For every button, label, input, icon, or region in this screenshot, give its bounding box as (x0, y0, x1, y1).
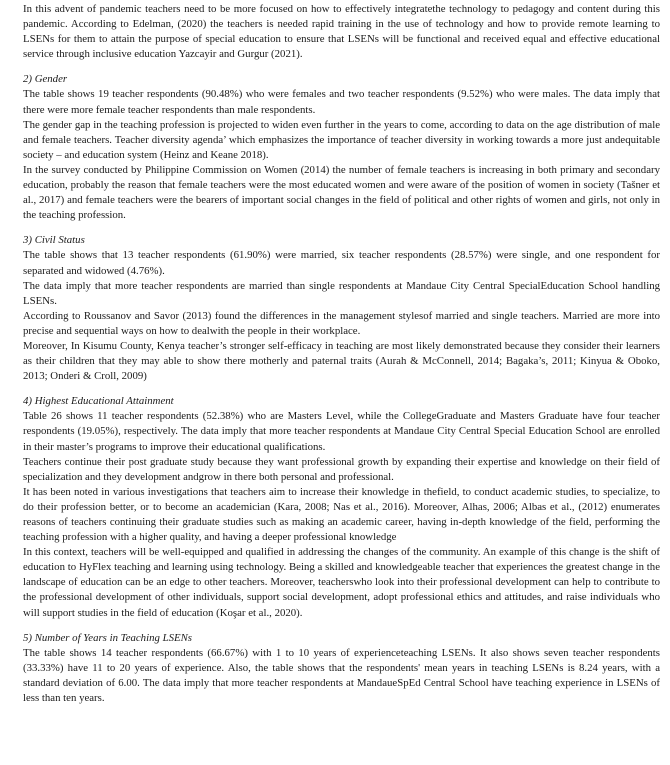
gender-section (23, 72, 660, 223)
body-paragraph: It has been noted in various investigations that teachers aim to increase their knowledge in thefield, to conduct academic studies, to specialize, to do their profession better, or to become an academician (Kara, 2008; Nas et al., 2016). Moreover, Alhas, 2006; Albas et al., (2012) enumerates reasons of teachers continuing their graduate studies such as making an academic career, having in-depth knowledge of the field, performing the teaching profession with a higher quality, and having a deeper professional knowledge (23, 485, 660, 544)
body-paragraph: The table shows 19 teacher respondents (90.48%) who were females and two teacher respondents (9.52%) who were males. The data imply that there were more female teacher respondents than male respondents. (23, 88, 660, 116)
body-paragraph: In this context, teachers will be well-equipped and qualified in addressing the changes of the community. An example of this change is the shift of education to HyFlex teaching and learning using technology. Being a skilled and knowledgeable teacher that experiences the greatest change in the landscape of education can be an edge to other teachers. Moreover, teacherswho look into their professional development can help to contribute to the professional development of other individuals, support social development, adopt professional ethics and attitudes, and raise individuals who will support studies in the field of education (Koşar et al., 2020). (23, 546, 660, 619)
body-paragraph: The gender gap in the teaching profession is projected to widen even further in the years to come, according to data on the age distribution of male and female teachers. Teacher diversity agenda’ which emphasizes the importance of teacher diversity in working towards a more just andequitable society – and education system (Heinz and Keane 2018). (23, 118, 660, 161)
years-teaching-section (23, 631, 660, 706)
body-paragraph: In the survey conducted by Philippine Commission on Women (2014) the number of female teachers is increasing in both primary and secondary education, probably the reason that female teachers were the most educated women and were aware of the position of women in society (Tašner et al., 2017) and female teachers were the bearers of important social changes in the field of political and other rights of women and girls, not only in the teaching profession. (23, 163, 660, 222)
body-paragraph: According to Roussanov and Savor (2013) found the differences in the management stylesof married and single teachers. Married are more into precise and sequential ways on how to dealwith the people in their workplace. (23, 309, 660, 337)
educational-attainment-section (23, 394, 660, 620)
body-paragraph: The table shows that 13 teacher respondents (61.90%) were married, six teacher respondents (28.57%) were single, and one respondent for separated and widowed (4.76%). (23, 249, 660, 277)
section-heading-gender: 2) Gender (23, 73, 68, 86)
section-heading-civil-status: 3) Civil Status (23, 234, 85, 247)
body-paragraph: Teachers continue their post graduate study because they want professional growth by expanding their expertise and knowledge on their field of specialization and they development andgrow in there both personal and professional. (23, 455, 660, 483)
intro-section (23, 2, 660, 62)
section-heading-years-teaching: 5) Number of Years in Teaching LSENs (23, 631, 192, 644)
body-paragraph: The data imply that more teacher respondents are married than single respondents at Mandaue City Central SpecialEducation School handling LSENs. (23, 279, 660, 307)
body-paragraph: Table 26 shows 11 teacher respondents (52.38%) who are Masters Level, while the CollegeGraduate and Masters Graduate have four teacher respondents (19.05%), respectively. The data imply that more teacher respondents at Mandaue City Central Special Education School are enrolled in their master’s programs to improve their educational qualifications. (23, 410, 660, 453)
intro-paragraph: In this advent of pandemic teachers need to be more focused on how to effectively integratethe technology to pedagogy and content during this pandemic. According to Edelman, (2020) the teachers is needed rapid training in the use of technology and how to provide remote learning to LSENs for them to attain the purpose of special education to ensure that LSENs will be functional and received equal and effective educational service through inclusive education Yazcayir and Gurgur (2021). (23, 3, 660, 61)
section-heading-educational-attainment: 4) Highest Educational Attainment (23, 395, 174, 408)
civil-status-section (23, 233, 660, 384)
body-paragraph: Moreover, In Kisumu County, Kenya teacher’s stronger self-efficacy in teaching are most likely demonstrated because they consider their learners as their children that they may able to show there motherly and paternal traits (Aurah & McConnell, 2014; Bagaka’s, 2011; Kinyua & Oboko, 2013; Onderi & Croll, 2009) (23, 339, 660, 383)
body-paragraph: The table shows 14 teacher respondents (66.67%) with 1 to 10 years of experienceteaching LSENs. It also shows seven teacher respondents (33.33%) have 11 to 20 years of experience. Also, the table shows that the respondents' mean years in teaching LSENs is 8.24 years, with a standard deviation of 6.00. The data imply that more teacher respondents at MandaueSpEd Central School have teaching experience in LSENs of less than ten years. (23, 646, 660, 705)
